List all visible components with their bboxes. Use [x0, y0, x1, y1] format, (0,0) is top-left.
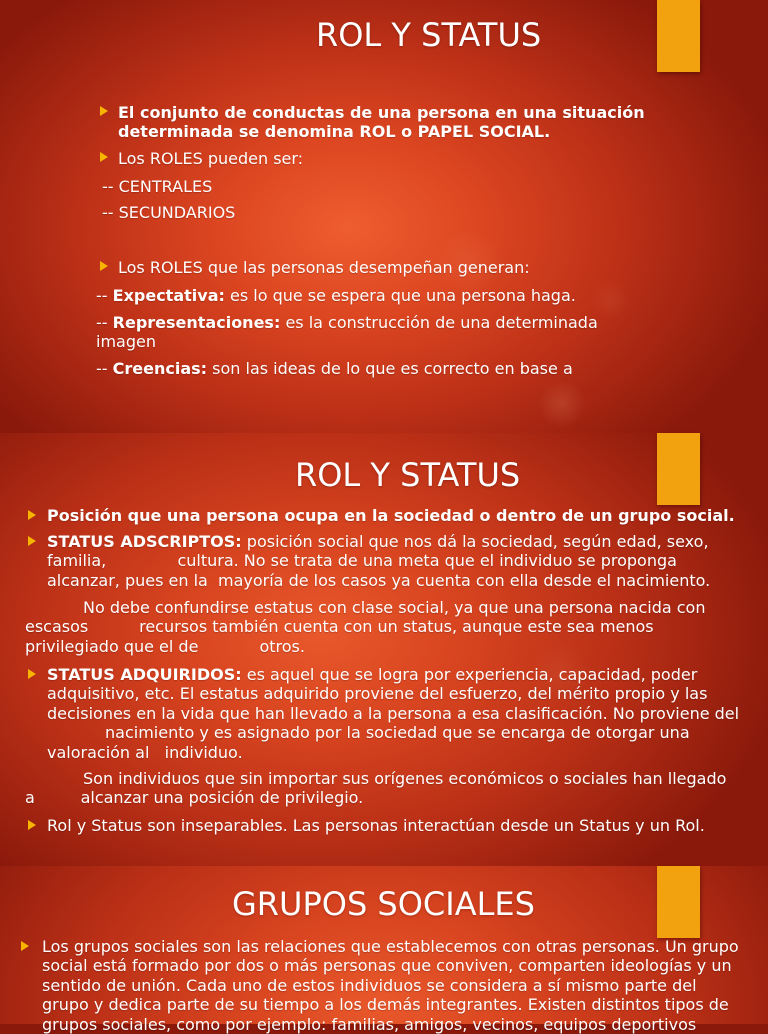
text-line: decisiones en la vida que han llevado a la persona a esa clasificación. No proviene del — [47, 703, 740, 723]
text-line: -- CENTRALES — [102, 177, 213, 196]
text-line: nacimiento y es asignado por la sociedad que se encarga de otorgar una — [105, 723, 690, 743]
slide-3 — [0, 866, 768, 1034]
term-label: STATUS ADSCRIPTOS: — [47, 532, 242, 551]
definition-text: es aquel que se logra por experiencia, capacidad, poder — [246, 665, 698, 684]
arrow-bullet-icon — [28, 669, 36, 679]
sub-item — [102, 177, 212, 196]
text-line: social está formado por dos o más personas que conviven, comparten ideologías y un — [42, 956, 732, 976]
text-line: sentido de unión. Cada uno de estos individuos se considera a sí mismo parte del — [42, 975, 697, 995]
text-line: a alcanzar una posición de privilegio. — [25, 788, 364, 808]
dash-marker: -- — [96, 286, 108, 305]
definition-text: es la construcción de una determinada — [285, 313, 598, 332]
bullet-item — [47, 532, 710, 590]
arrow-bullet-icon — [21, 941, 29, 951]
term-label: Representaciones: — [112, 313, 281, 332]
text-line: grupos sociales, como por ejemplo: familias, amigos, vecinos, equipos deportivos — [42, 1014, 697, 1034]
sub-item — [96, 313, 598, 352]
arrow-bullet-icon — [100, 152, 108, 162]
text-line: adquisitivo, etc. El estatus adquirido proviene del esfuerzo, del mérito propio y las — [47, 684, 708, 704]
note-paragraph — [25, 598, 705, 656]
sub-item — [96, 286, 576, 305]
bullet-item — [47, 506, 735, 525]
text-line: Rol y Status son inseparables. Las personas interactúan desde un Status y un Rol. — [47, 816, 705, 835]
bullet-item — [118, 258, 530, 277]
arrow-bullet-icon — [100, 106, 108, 116]
text-line: -- SECUNDARIOS — [102, 203, 236, 222]
term-label: STATUS ADQUIRIDOS: — [47, 665, 242, 684]
text-line: familia, cultura. No se trata de una meta que el individuo se proponga — [47, 551, 677, 571]
note-paragraph — [25, 769, 726, 808]
text-line: alcanzar, pues en la mayoría de los casos ya cuenta con ella desde el nacimiento. — [47, 570, 711, 590]
bullet-item — [118, 103, 645, 142]
arrow-bullet-icon — [28, 820, 36, 830]
accent-bar — [657, 866, 700, 938]
text-line: Son individuos que sin importar sus orígenes económicos o sociales han llegado — [83, 769, 727, 788]
arrow-bullet-icon — [100, 261, 108, 271]
sub-item — [102, 203, 235, 222]
dash-marker: -- — [96, 359, 108, 378]
slide-title: ROL Y STATUS — [295, 456, 521, 494]
slide-title: GRUPOS SOCIALES — [232, 885, 535, 923]
accent-bar — [657, 0, 700, 72]
text-line: determinada se denomina ROL o PAPEL SOCIAL. — [118, 122, 551, 142]
text-line: Los grupos sociales son las relaciones que establecemos con otras personas. Un grupo — [42, 937, 739, 956]
text-line: escasos recursos también cuenta con un status, aunque este sea menos — [25, 617, 654, 637]
text-line — [47, 532, 710, 551]
term-label: Expectativa: — [112, 286, 225, 305]
text-line: Los ROLES pueden ser: — [118, 149, 304, 168]
text-line: grupo y dedica parte de su tiempo a los demás integrantes. Existen distintos tipos de — [42, 995, 729, 1015]
slide-1 — [0, 0, 768, 433]
definition-text: posición social que nos dá la sociedad, según edad, sexo, — [246, 532, 709, 551]
text-line — [96, 313, 598, 332]
bullet-item — [47, 816, 705, 835]
term-label: Creencias: — [112, 359, 208, 378]
definition-text: son las ideas de lo que es correcto en base a — [212, 359, 573, 378]
text-line: privilegiado que el de otros. — [25, 636, 305, 656]
text-line: Posición que una persona ocupa en la sociedad o dentro de un grupo social. — [47, 506, 735, 525]
bullet-item — [42, 937, 739, 1034]
dash-marker: -- — [96, 313, 108, 332]
text-line — [47, 665, 739, 684]
bullet-item — [47, 665, 739, 762]
text-line: El conjunto de conductas de una persona en una situación — [118, 103, 645, 122]
text-line — [96, 286, 576, 305]
slide-title: ROL Y STATUS — [316, 16, 542, 54]
bullet-item — [118, 149, 303, 168]
definition-text: es lo que se espera que una persona haga. — [229, 286, 576, 305]
text-line: No debe confundirse estatus con clase social, ya que una persona nacida con — [83, 598, 706, 617]
arrow-bullet-icon — [28, 536, 36, 546]
arrow-bullet-icon — [28, 510, 36, 520]
slide-2 — [0, 433, 768, 866]
text-line — [96, 359, 573, 378]
sub-item — [96, 359, 573, 378]
accent-bar — [657, 433, 700, 505]
text-line: imagen — [96, 332, 156, 352]
text-line: valoración al individuo. — [47, 742, 243, 762]
text-line: Los ROLES que las personas desempeñan generan: — [118, 258, 530, 277]
